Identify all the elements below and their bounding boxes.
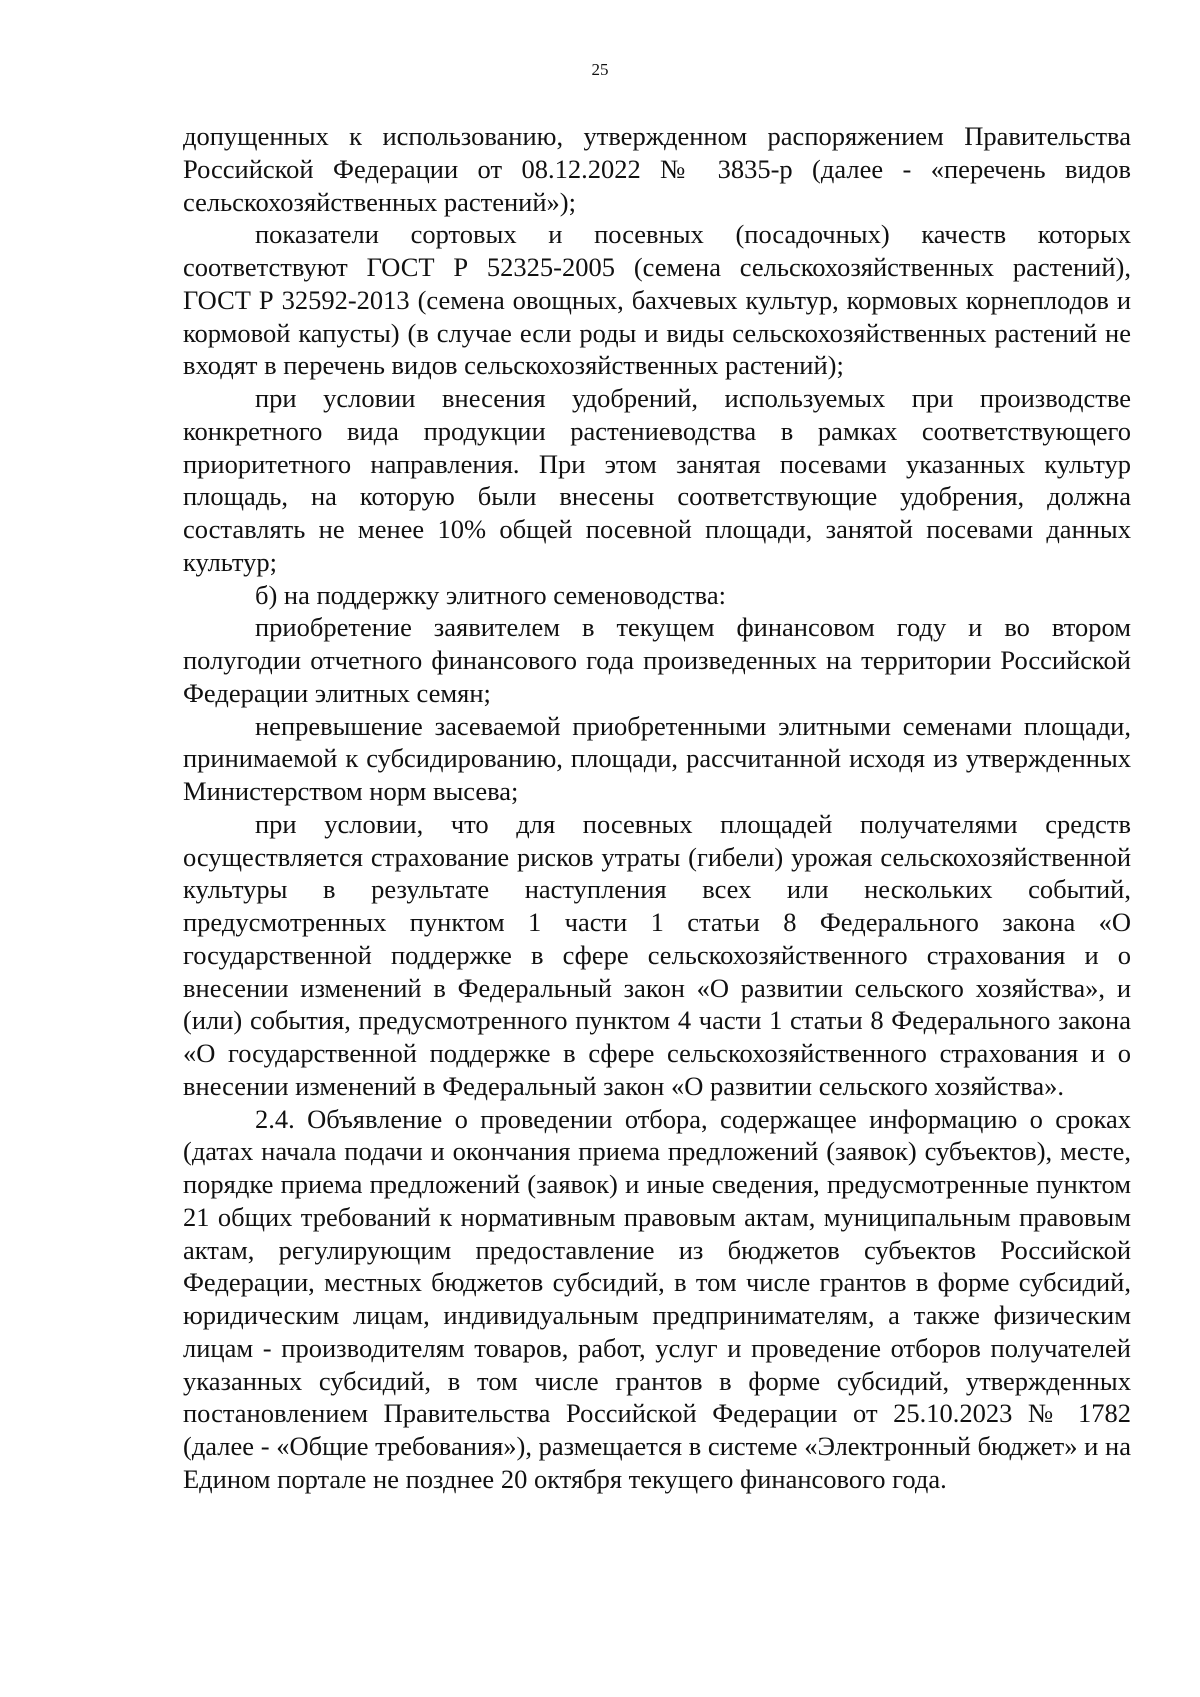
document-body [183,120,1131,1496]
page-number: 25 [591,60,609,79]
paragraph-section-2-4-announcement: 2.4. Объявление о проведении отбора, содержащее информацию о сроках (датах начала подачи и окончания приема предложений (заявок) субъектов), месте, порядке приема предложений (заявок) и иные сведения, предусмотренные пунктом 21 общих требований к нормативным правовым актам, муниципальным правовым актам, регулирующим предоставление из бюджетов субъектов Российской Федерации, местных бюджетов субсидий, в том числе грантов в форме субсидий, юридическим лицам, индивидуальным предпринимателям, а также физическим лицам - производителям товаров, работ, услуг и проведение отборов получателей указанных субсидий, в том числе грантов в форме субсидий, утвержденных постановлением Правительства Российской Федерации от 25.10.2023 № 1782 (далее - «Общие требования»), размещается в системе «Электронный бюджет» и на Едином портале не позднее 20 октября текущего финансового года. [183,1103,1131,1494]
paragraph-crop-insurance-condition: при условии, что для посевных площадей получателями средств осуществляется страхование рисков утраты (гибели) урожая сельскохозяйственной культуры в результате наступления всех или нескольких событий, предусмотренных пунктом 1 части 1 статьи 8 Федерального закона «О государственной поддержке в сфере сельскохозяйственного страхования и о внесении изменений в Федеральный закон «О развитии сельского хозяйства», и (или) события, предусмотренного пунктом 4 части 1 статьи 8 Федерального закона «О государственной поддержке в сфере сельскохозяйственного страхования и о внесении изменений в Федеральный закон «О развитии сельского хозяйства». [183,808,1131,1101]
paragraph-seeding-area-limit: непревышение засеваемой приобретенными элитными семенами площади, принимаемой к субсидированию, площади, рассчитанной исходя из утвержденных Министерством норм высева; [183,710,1131,806]
paragraph-elite-seed-purchase: приобретение заявителем в текущем финансовом году и во втором полугодии отчетного финансового года произведенных на территории Российской Федерации элитных семян; [183,612,1131,708]
paragraph-continuation-varieties-list: допущенных к использованию, утвержденном распоряжением Правительства Российской Федерации от 08.12.2022 № 3835-р (далее - «перечень видов сельскохозяйственных растений»); [183,121,1131,217]
paragraph-seed-quality-standards: показатели сортовых и посевных (посадочных) качеств которых соответствуют ГОСТ Р 52325-2005 (семена сельскохозяйственных растений), ГОСТ Р 32592-2013 (семена овощных, бахчевых культур, кормовых корнеплодов и кормовой капусты) (в случае если роды и виды сельскохозяйственных растений не входят в перечень видов сельскохозяйственных растений); [183,219,1131,381]
paragraph-elite-seed-support-heading: б) на поддержку элитного семеноводства: [255,579,726,610]
paragraph-fertilizer-condition: при условии внесения удобрений, используемых при производстве конкретного вида продукции растениеводства в рамках соответствующего приоритетного направления. При этом занятая посевами указанных культур площадь, на которую были внесены соответствующие удобрения, должна составлять не менее 10% общей посевной площади, занятой посевами данных культур; [183,383,1131,577]
